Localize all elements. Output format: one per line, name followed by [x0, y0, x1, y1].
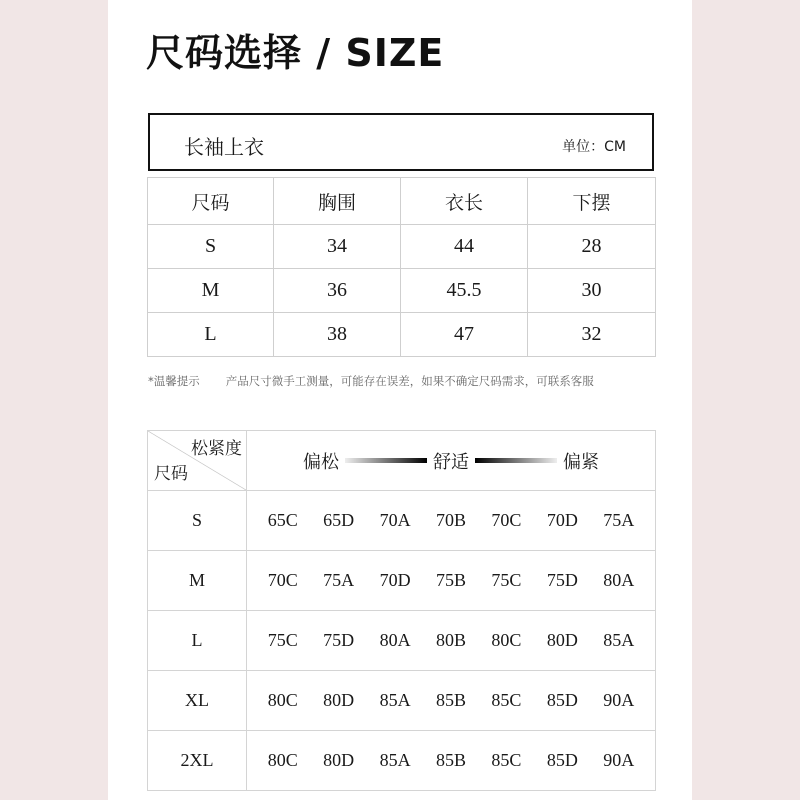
- cup-size: 90A: [603, 750, 635, 770]
- cup-size: 70B: [435, 510, 466, 530]
- table-cell: 38: [274, 313, 401, 357]
- scale-tight-label: 偏紧: [563, 451, 599, 473]
- fit-tightness-table: [147, 430, 656, 791]
- table-cell: 45.5: [401, 269, 528, 313]
- cup-size: 85C: [491, 690, 522, 710]
- cup-size: 80C: [491, 630, 522, 650]
- cup-size: 75D: [546, 570, 578, 590]
- tightness-scale: [247, 431, 656, 491]
- size-label: M: [148, 551, 247, 611]
- product-name: 长袖上衣: [184, 135, 264, 159]
- cup-size: 80B: [435, 630, 466, 650]
- scale-loose-label: 偏松: [303, 451, 339, 473]
- cup-size: 75B: [435, 570, 466, 590]
- cup-size: 70C: [491, 510, 522, 530]
- cup-size: 70A: [379, 510, 411, 530]
- table-row: [148, 731, 656, 791]
- cup-size: 75C: [491, 570, 522, 590]
- cup-size: 85A: [379, 690, 411, 710]
- cup-size: 85A: [603, 630, 635, 650]
- cup-list: [247, 671, 656, 731]
- table-row: [148, 491, 656, 551]
- cup-size: 65D: [323, 510, 355, 530]
- cup-size: 70C: [267, 570, 298, 590]
- size-guide-sheet: [108, 0, 692, 800]
- cup-size: 80D: [323, 750, 355, 770]
- table-cell: 28: [528, 225, 656, 269]
- cup-size: 80C: [267, 750, 298, 770]
- table-row: [148, 313, 656, 357]
- measurement-note: [148, 373, 658, 389]
- table-cell: 32: [528, 313, 656, 357]
- cup-size: 85D: [546, 690, 578, 710]
- cup-size: 85C: [491, 750, 522, 770]
- cup-size: 75D: [323, 630, 355, 650]
- cup-size: 70D: [546, 510, 578, 530]
- cup-size: 85B: [435, 750, 466, 770]
- cup-size: 70D: [379, 570, 411, 590]
- cup-size: 75C: [267, 630, 298, 650]
- table-cell: S: [148, 225, 274, 269]
- column-header: 下摆: [528, 178, 656, 225]
- table-cell: 34: [274, 225, 401, 269]
- table-row: [148, 551, 656, 611]
- cup-size: 80D: [323, 690, 355, 710]
- cup-size: 85B: [435, 690, 466, 710]
- unit-label: 单位：CM: [562, 139, 626, 155]
- table-cell: 44: [401, 225, 528, 269]
- scale-comfortable-label: 舒适: [433, 451, 469, 473]
- cup-size: 65C: [267, 510, 298, 530]
- gradient-bar-right: [475, 458, 557, 463]
- page-title: 尺码选择 / SIZE: [146, 31, 445, 75]
- table-row: [148, 225, 656, 269]
- cup-size: 80A: [379, 630, 411, 650]
- cup-list: [247, 611, 656, 671]
- table-cell: M: [148, 269, 274, 313]
- table-row: [148, 611, 656, 671]
- gradient-bar-left: [345, 458, 427, 463]
- table-cell: 47: [401, 313, 528, 357]
- size-label: 2XL: [148, 731, 247, 791]
- column-header: 衣长: [401, 178, 528, 225]
- cup-size: 75A: [603, 510, 635, 530]
- cup-size: 90A: [603, 690, 635, 710]
- corner-label-tightness: 松紧度: [191, 439, 242, 459]
- size-label: XL: [148, 671, 247, 731]
- cup-list: [247, 551, 656, 611]
- table-row: [148, 671, 656, 731]
- cup-list: [247, 731, 656, 791]
- corner-header: [148, 431, 247, 491]
- cup-size: 75A: [323, 570, 355, 590]
- cup-size: 80D: [546, 630, 578, 650]
- table-row: [148, 269, 656, 313]
- cup-size: 85D: [546, 750, 578, 770]
- fit-header-row: [148, 431, 656, 491]
- note-text: 产品尺寸微手工测量，可能存在误差，如果不确定尺码需求，可联系客服: [225, 374, 594, 388]
- table-cell: 30: [528, 269, 656, 313]
- table-header-row: [148, 178, 656, 225]
- column-header: 胸围: [274, 178, 401, 225]
- cup-size: 85A: [379, 750, 411, 770]
- note-prefix: *温馨提示: [148, 374, 200, 388]
- size-label: L: [148, 611, 247, 671]
- table-cell: 36: [274, 269, 401, 313]
- cup-size: 80A: [603, 570, 635, 590]
- column-header: 尺码: [148, 178, 274, 225]
- corner-label-size: 尺码: [154, 464, 188, 484]
- product-header-box: [148, 113, 654, 171]
- cup-list: [247, 491, 656, 551]
- cup-size: 80C: [267, 690, 298, 710]
- size-label: S: [148, 491, 247, 551]
- size-measurement-table: [147, 177, 656, 357]
- table-cell: L: [148, 313, 274, 357]
